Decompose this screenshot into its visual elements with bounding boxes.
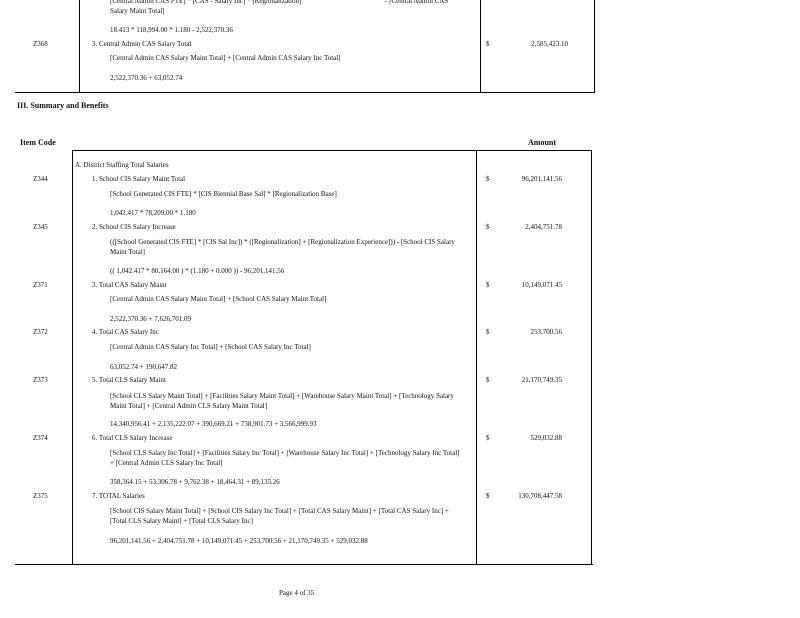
header-amount: Amount [528, 138, 557, 147]
table-row-desc: [Central Admin CAS Salary Inc Total] + [School CAS Salary Inc Total] [110, 343, 311, 351]
page-number: Page 4 of 35 [279, 589, 315, 597]
table-row-amount: 96,201,141.56 [521, 175, 562, 183]
table-row-dollar: $ [486, 434, 490, 442]
table-row-dollar: $ [486, 492, 490, 500]
table-row-desc: [School CLS Salary Maint Total] + [Facilities Salary Maint Total] + [Warehouse Salary Maint Total] + [Technology Salary Maint Total] + [Central Admin CLS Salary Maint Total] [110, 392, 454, 410]
table-row-calc: 14,340,956.41 + 2,135,222.07 + 390,669.21 + 738,901.73 + 3,566,999.93 [110, 420, 317, 428]
table-row-dollar: $ [486, 328, 490, 336]
table-row-desc: [School CLS Salary Inc Total] + [Facilities Salary Inc Total] + [Warehouse Salary Inc Total] + [Technology Salary Inc Total] + [Central Admin CLS Salary Inc Total] [110, 449, 460, 467]
table-row-calc: 2,522,370.36 + 7,626,701.09 [110, 315, 191, 323]
main-table-bottom-border [15, 564, 593, 565]
group-label: A. District Staffing Total Salaries [75, 161, 169, 169]
top-table-mid-border [480, 0, 481, 93]
table-row-amount: 130,708,447.58 [518, 492, 562, 500]
top-row-desc: [Central Admin CAS Salary Maint Total] + [Central Admin CAS Salary Inc Total] [110, 54, 341, 62]
top-row-amount: 2,585,423.10 [531, 40, 568, 48]
table-row-item: 4. Total CAS Salary Inc [92, 328, 159, 336]
table-row-desc: [School CIS Salary Maint Total] + [School CIS Salary Inc Total] + [Total CAS Salary Maint] + [Total CAS Salary Inc] + [Total CLS Salary Maint] + [Total CLS Salary Inc] [110, 507, 449, 525]
top-fragment-line-1b: - [Central Admin CAS [385, 0, 449, 5]
table-row-item: 1. School CIS Salary Maint Total [92, 175, 186, 183]
top-row-code: Z368 [33, 40, 48, 48]
table-row-desc: [Central Admin CAS Salary Maint Total] + [School CAS Salary Maint Total] [110, 295, 327, 303]
main-table-top-border [72, 150, 592, 151]
header-item-code: Item Code [20, 138, 56, 147]
table-row-dollar: $ [486, 376, 490, 384]
table-row-item: 6. Total CLS Salary Increase [92, 434, 173, 442]
top-row-item: 3. Central Admin CAS Salary Total [92, 40, 192, 48]
top-table-right-border [594, 0, 595, 93]
top-fragment-calc: 18.413 * 118,994.00 * 1.180 - 2,522,370.36 [110, 26, 233, 34]
table-row-item: 5. Total CLS Salary Maint [92, 376, 166, 384]
top-row-dollar: $ [486, 40, 490, 48]
table-row-calc: 96,201,141.56 + 2,404,751.78 + 10,149,071.45 + 253,700.56 + 21,170,749.35 + 529,032.88 [110, 537, 368, 545]
table-row-amount: 253,700.56 [530, 328, 562, 336]
top-table-left-border [79, 0, 80, 93]
main-table-right-border [591, 150, 592, 565]
table-row-item: 3. Total CAS Salary Maint [92, 281, 167, 289]
table-row-item: 2. School CIS Salary Increase [92, 223, 176, 231]
table-row-code: Z375 [33, 492, 48, 500]
table-row-code: Z373 [33, 376, 48, 384]
table-row-desc: [School Generated CIS FTE] * [CIS Biennial Base Sal] * [Regionalization Base] [110, 190, 337, 198]
main-table-mid-border [476, 150, 477, 565]
top-row-calc: 2,522,370.36 + 63,052.74 [110, 74, 183, 82]
table-row-dollar: $ [486, 223, 490, 231]
top-table-bottom-border [15, 92, 595, 93]
table-row-calc: 358,364.15 + 53,306.78 + 9,762.38 + 18,464.31 + 89,135.26 [110, 478, 280, 486]
table-row-calc: (( 1,042.417 * 80,164.00 ) * (1.180 + 0.000 )) - 96,201,141.56 [110, 267, 285, 275]
main-table-left-border [72, 150, 73, 565]
table-row-code: Z371 [33, 281, 48, 289]
table-row-calc: 1,042.417 * 78,209.00 * 1.180 [110, 209, 196, 217]
table-row-amount: 529,032.88 [530, 434, 562, 442]
table-row-code: Z345 [33, 223, 48, 231]
table-row-calc: 63,052.74 + 190,647.82 [110, 363, 177, 371]
table-row-code: Z374 [33, 434, 48, 442]
table-row-dollar: $ [486, 175, 490, 183]
table-row-item: 7. TOTAL Salaries [92, 492, 145, 500]
top-fragment-line-1: [Central Admin CAS FTE] * [CAS - Salary Inc] * [Regionalization] [110, 0, 302, 5]
section-title: III. Summary and Benefits [17, 101, 109, 110]
table-row-code: Z372 [33, 328, 48, 336]
table-row-desc: (([School Generated CIS FTE] * [CIS Sal Inc]) * ([Regionalization] + [Regionalization Experience])) - [School CIS Salary Maint Total] [110, 238, 455, 256]
table-row-dollar: $ [486, 281, 490, 289]
table-row-amount: 21,170,749.35 [521, 376, 562, 384]
table-row-amount: 2,404,751.78 [525, 223, 562, 231]
table-row-code: Z344 [33, 175, 48, 183]
table-row-amount: 10,149,071.45 [521, 281, 562, 289]
top-fragment-line-2: Salary Maint Total] [110, 7, 165, 15]
